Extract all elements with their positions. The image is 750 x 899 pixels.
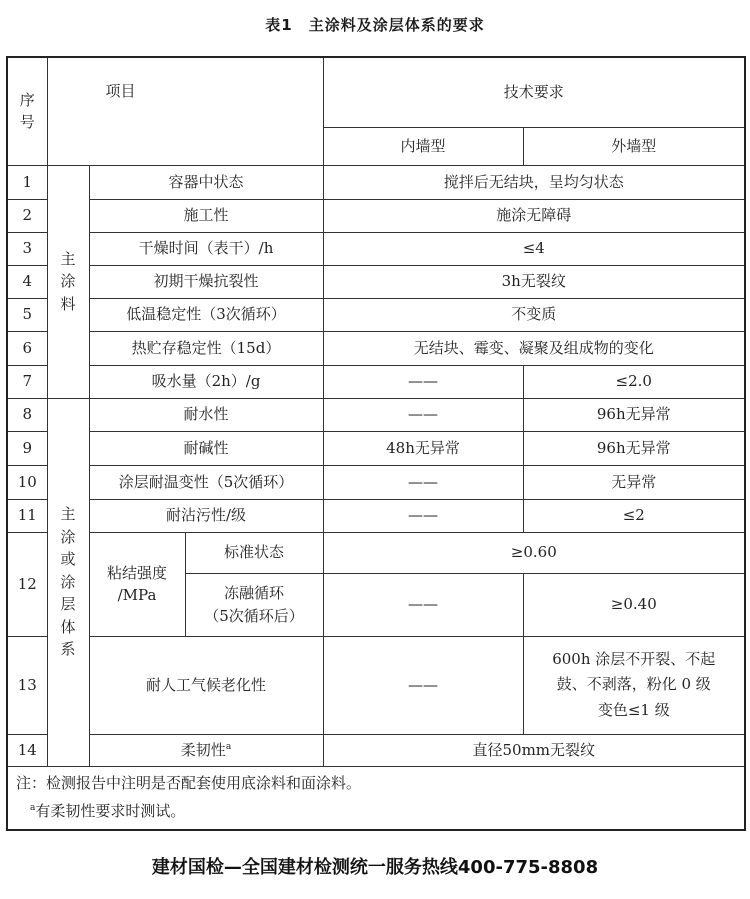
row-number: 2 (7, 199, 47, 232)
table-row (7, 532, 745, 573)
table-row (7, 398, 745, 431)
row-requirement: 搅拌后无结块，呈均匀状态 (323, 165, 745, 199)
group-main-coating (47, 165, 89, 398)
row-item: 耐碱性 (89, 431, 323, 465)
row-interior: —— (323, 465, 523, 499)
row-exterior: ≤2 (523, 499, 745, 532)
row-requirement: ≤4 (323, 232, 745, 265)
row-item (89, 734, 323, 766)
table-row (7, 465, 745, 499)
table-row (7, 734, 745, 766)
row-exterior (523, 636, 745, 734)
note-line-1: 注：检测报告中注明是否配套使用底涂料和面涂料。 (16, 774, 362, 792)
table-row (7, 499, 745, 532)
row-subitem: 标准状态 (185, 532, 323, 573)
weathering-line-2: 鼓、不剥落，粉化 0 级 (556, 675, 711, 694)
row-number: 12 (7, 532, 47, 636)
table-caption: 表1 主涂料及涂层体系的要求 (265, 16, 485, 34)
note-line-2-text: 有柔韧性要求时测试。 (35, 801, 186, 820)
hotline-footer: 建材国检—全国建材检测统一服务热线400-775-8808 (151, 857, 599, 878)
bond-strength-unit: /MPa (117, 586, 157, 604)
freeze-thaw-label: 冻融循环 (223, 584, 284, 602)
table-row (7, 232, 745, 265)
row-interior: 48h无异常 (323, 431, 523, 465)
row-number: 10 (7, 465, 47, 499)
row-number: 6 (7, 331, 47, 365)
row-item: 耐沾污性/级 (89, 499, 323, 532)
notes-cell (7, 766, 745, 830)
table-row (7, 199, 745, 232)
row-number: 11 (7, 499, 47, 532)
row-item: 容器中状态 (89, 165, 323, 199)
row-number: 4 (7, 265, 47, 298)
row-item: 耐水性 (89, 398, 323, 431)
table-row (7, 165, 745, 199)
row-item: 涂层耐温变性（5次循环） (89, 465, 323, 499)
row-item: 施工性 (89, 199, 323, 232)
table-row (7, 298, 745, 331)
row-number: 3 (7, 232, 47, 265)
row-number: 5 (7, 298, 47, 331)
row-item: 热贮存稳定性（15d） (89, 331, 323, 365)
row-number: 14 (7, 734, 47, 766)
row-exterior: 无异常 (523, 465, 745, 499)
table-row (7, 636, 745, 734)
row-item: 吸水量（2h）/g (89, 365, 323, 398)
row-interior: —— (323, 499, 523, 532)
header-item: 项目 (47, 57, 323, 165)
header-seq-text: 序号 (19, 90, 35, 132)
group-coating-system (47, 398, 89, 766)
row-interior: —— (323, 636, 523, 734)
row-subitem (185, 573, 323, 636)
row-requirement: ≥0.60 (323, 532, 745, 573)
row-interior: —— (323, 365, 523, 398)
row-requirement: 无结块、霉变、凝聚及组成物的变化 (323, 331, 745, 365)
row-item: 耐人工气候老化性 (89, 636, 323, 734)
header-seq (7, 57, 47, 165)
flexibility-label: 柔韧性 (180, 740, 226, 759)
row-requirement: 不变质 (323, 298, 745, 331)
note-line-2 (16, 798, 741, 826)
group-main-coating-text: 主涂料 (60, 249, 76, 313)
row-exterior: ≥0.40 (523, 573, 745, 636)
requirements-table (6, 56, 746, 831)
header-exterior: 外墙型 (523, 127, 745, 165)
weathering-line-1: 600h 涂层不开裂、不起 (552, 649, 716, 668)
row-interior: —— (323, 573, 523, 636)
notes-row (7, 766, 745, 830)
group-coating-system-text: 主涂或涂层体系 (60, 505, 76, 659)
table-row (7, 331, 745, 365)
row-number: 8 (7, 398, 47, 431)
header-row (7, 57, 745, 127)
row-number: 1 (7, 165, 47, 199)
row-interior: —— (323, 398, 523, 431)
row-number: 13 (7, 636, 47, 734)
row-number: 7 (7, 365, 47, 398)
row-requirement: 施涂无障碍 (323, 199, 745, 232)
table-row (7, 265, 745, 298)
row-item: 干燥时间（表干）/h (89, 232, 323, 265)
row-item: 初期干燥抗裂性 (89, 265, 323, 298)
freeze-thaw-cycles: （5次循环后） (204, 606, 304, 625)
row-requirement: 3h无裂纹 (323, 265, 745, 298)
row-exterior: 96h无异常 (523, 431, 745, 465)
header-interior: 内墙型 (323, 127, 523, 165)
row-exterior: 96h无异常 (523, 398, 745, 431)
bond-strength-label: 粘结强度 (106, 563, 167, 582)
table-row (7, 365, 745, 398)
row-exterior: ≤2.0 (523, 365, 745, 398)
weathering-line-3: 变色≤1 级 (597, 700, 670, 719)
row-number: 9 (7, 431, 47, 465)
row-item-bond-strength (89, 532, 185, 636)
footnote-marker: a (225, 741, 232, 752)
row-requirement: 直径50mm无裂纹 (323, 734, 745, 766)
table-row (7, 431, 745, 465)
note-footnote-marker: a (30, 802, 36, 813)
header-tech: 技术要求 (323, 57, 745, 127)
row-item: 低温稳定性（3次循环） (89, 298, 323, 331)
